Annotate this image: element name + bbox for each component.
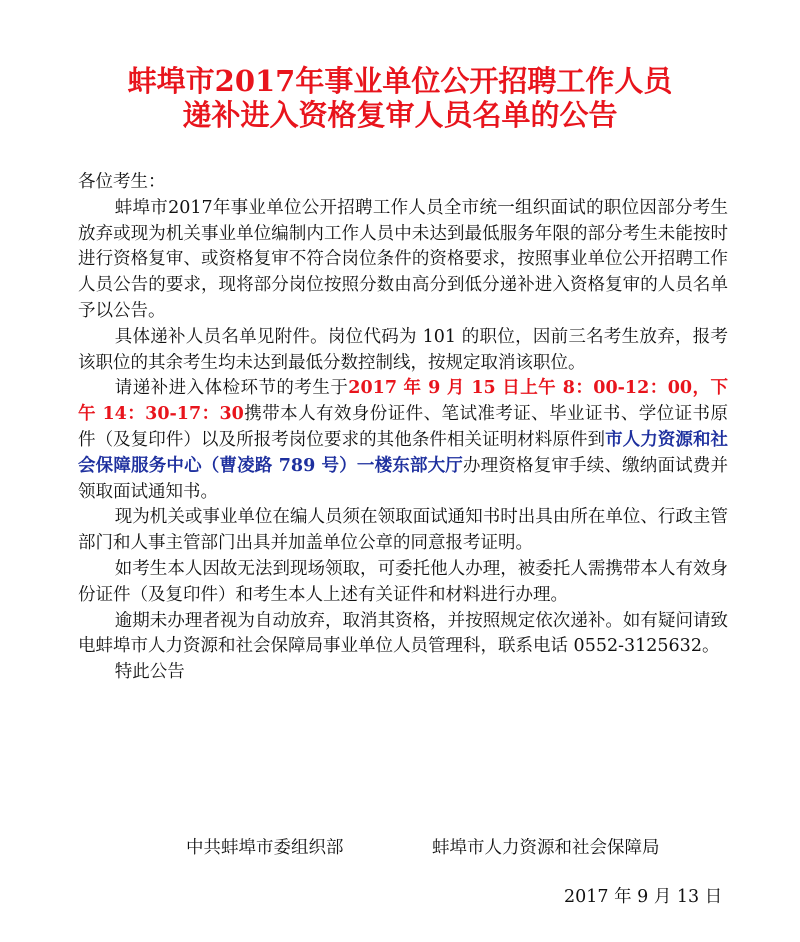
closing-text: 特此公告 bbox=[114, 662, 185, 683]
review-location-highlight: 市人力资源和社会保障服务中心（曹凌路 789 号）一楼东部大厅 bbox=[78, 429, 729, 476]
document-title-line2: 递补进入资格复审人员名单的公告 bbox=[182, 98, 618, 132]
notice-body bbox=[78, 170, 728, 686]
paragraph-employee-consent: 现为机关或事业单位在编人员须在领取面试通知书时出具由所在单位、行政主管部门和人事主管部门出具并加盖单位公章的同意报考证明。 bbox=[78, 507, 728, 554]
paragraph-review-instructions bbox=[78, 376, 728, 505]
paragraph-background: 蚌埠市2017年事业单位公开招聘工作人员全市统一组织面试的职位因部分考生放弃或现为机关事业单位编制内工作人员中未达到最低服务年限的部分考生未能按时进行资格复审、或资格复审不符合岗位条件的资格要求，按照事业单位公开招聘工作人员公告的要求，现将部分岗位按照分数由高分到低分递补进入资格复审的人员名单予以公告。 bbox=[78, 197, 728, 321]
paragraph-proxy: 如考生本人因故无法到现场领取，可委托他人办理，被委托人需携带本人有效身份证件（及复印件）和考生本人上述有关证件和材料进行办理。 bbox=[78, 558, 728, 605]
signature-hr-bureau: 蚌埠市人力资源和社会保障局 bbox=[432, 838, 660, 858]
salutation: 各位考生： bbox=[78, 172, 166, 192]
signature-organization-dept: 中共蚌埠市委组织部 bbox=[186, 838, 344, 858]
paragraph-contact: 逾期未办理者视为自动放弃，取消其资格，并按照规定依次递补。如有疑问请致电蚌埠市人力资源和社会保障局事业单位人员管理科，联系电话 0552-3125632。 bbox=[78, 610, 728, 657]
review-time-highlight: 2017 年 9 月 15 日上午 8：00-12：00，下午 14：30-17：30 bbox=[78, 378, 728, 425]
instructions-text-1: 请递补进入体检环节的考生于 bbox=[114, 378, 349, 399]
instructions-text-3: 办理资格复审手续、缴纳面试费并领取面试通知书。 bbox=[78, 455, 728, 502]
document-title-line1: 蚌埠市2017年事业单位公开招聘工作人员 bbox=[127, 64, 673, 98]
instructions-text-2: 携带本人有效身份证件、笔试准考证、毕业证书、学位证书原件（及复印件）以及所报考岗位要求的其他条件相关证明材料原件到 bbox=[78, 404, 728, 450]
notice-date: 2017 年 9 月 13 日 bbox=[564, 887, 723, 907]
paragraph-position-cancel: 具体递补人员名单见附件。岗位代码为 101 的职位，因前三名考生放弃，报考该职位的其余考生均未达到最低分数控制线，按规定取消该职位。 bbox=[78, 326, 728, 373]
